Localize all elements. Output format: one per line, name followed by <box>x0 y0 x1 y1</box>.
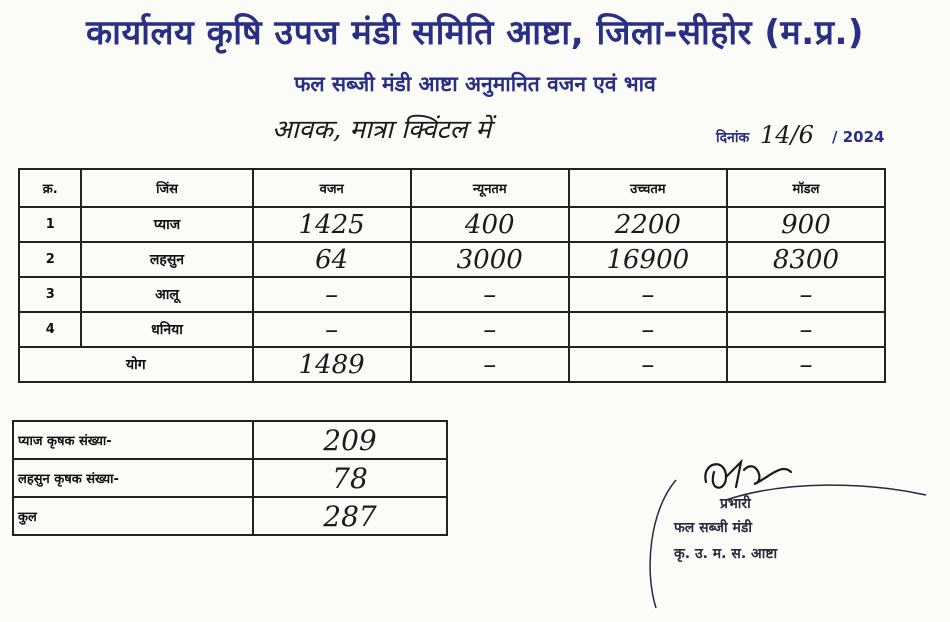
total-max: – <box>569 347 727 382</box>
table-row <box>19 242 885 277</box>
page-subtitle: फल सब्जी मंडी आष्टा अनुमानित वजन एवं भाव <box>294 72 656 96</box>
row-commodity: प्याज <box>81 207 252 242</box>
total-min: – <box>411 347 569 382</box>
row-sno: 1 <box>19 207 81 242</box>
farmer-total-label: कुल <box>13 497 253 535</box>
row-min: 3000 <box>411 242 569 277</box>
row-sno: 2 <box>19 242 81 277</box>
rates-table <box>18 168 886 383</box>
farmer-label: प्याज कृषक संख्या- <box>13 421 253 459</box>
row-max: – <box>569 312 727 347</box>
farmer-count: 78 <box>253 459 447 497</box>
row-max: – <box>569 277 727 312</box>
seal-committee: कृ. उ. म. स. आष्टा <box>674 546 778 562</box>
farmer-row <box>13 459 447 497</box>
seal-designation: प्रभारी <box>720 496 751 512</box>
date-year: / 2024 <box>832 128 885 146</box>
farmer-total-row <box>13 497 447 535</box>
page-title: कार्यालय कृषि उपज मंडी समिति आष्टा, जिला-सीहोर (म.प्र.) <box>86 13 864 53</box>
seal-border-icon <box>636 470 936 610</box>
row-sno: 3 <box>19 277 81 312</box>
row-weight: – <box>253 277 411 312</box>
row-modal: 8300 <box>727 242 885 277</box>
seal-market: फल सब्जी मंडी <box>674 520 753 536</box>
row-min: 400 <box>411 207 569 242</box>
col-header-sno: क्र. <box>19 169 81 207</box>
row-max: 2200 <box>569 207 727 242</box>
farmer-label: लहसुन कृषक संख्या- <box>13 459 253 497</box>
row-commodity: धनिया <box>81 312 252 347</box>
table-row <box>19 312 885 347</box>
row-weight: 1425 <box>253 207 411 242</box>
farmer-count: 209 <box>253 421 447 459</box>
farmer-count-table <box>12 420 448 536</box>
row-weight: 64 <box>253 242 411 277</box>
farmer-row <box>13 421 447 459</box>
col-header-weight: वजन <box>253 169 411 207</box>
table-header-row <box>19 169 885 207</box>
farmer-total-count: 287 <box>253 497 447 535</box>
row-max: 16900 <box>569 242 727 277</box>
date-value: 14/6 <box>760 121 814 149</box>
row-commodity: लहसुन <box>81 242 252 277</box>
row-sno: 4 <box>19 312 81 347</box>
row-modal: – <box>727 277 885 312</box>
row-commodity: आलू <box>81 277 252 312</box>
row-modal: 900 <box>727 207 885 242</box>
col-header-min: न्यूनतम <box>411 169 569 207</box>
total-weight: 1489 <box>253 347 411 382</box>
row-min: – <box>411 312 569 347</box>
table-row <box>19 277 885 312</box>
col-header-commodity: जिंस <box>81 169 252 207</box>
total-label: योग <box>19 347 253 382</box>
officer-seal <box>636 470 936 610</box>
col-header-max: उच्चतम <box>569 169 727 207</box>
total-modal: – <box>727 347 885 382</box>
date-label: दिनांक <box>716 130 750 146</box>
row-modal: – <box>727 312 885 347</box>
row-weight: – <box>253 312 411 347</box>
row-min: – <box>411 277 569 312</box>
total-row <box>19 347 885 382</box>
col-header-modal: मॉडल <box>727 169 885 207</box>
table-row <box>19 207 885 242</box>
quantity-unit-note: आवक, मात्रा क्विंटल में <box>272 115 492 145</box>
